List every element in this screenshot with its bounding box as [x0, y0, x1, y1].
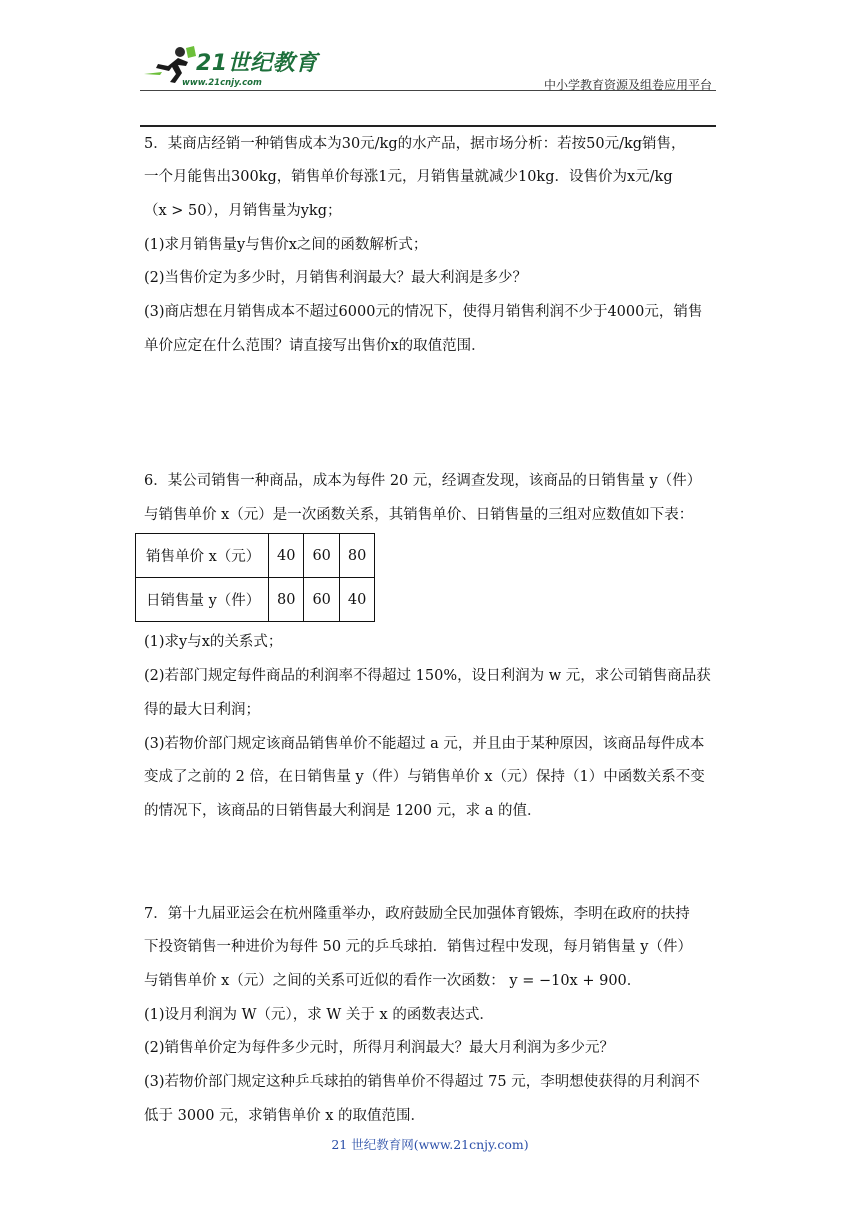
- content-divider: [140, 125, 716, 127]
- footer-link[interactable]: 21 世纪教育网(www.21cnjy.com): [331, 1137, 529, 1152]
- table-cell: 60: [304, 534, 339, 578]
- q5-part-1: (1)求月销售量y与售价x之间的函数解析式；: [144, 237, 428, 253]
- table-cell: 80: [339, 534, 374, 578]
- table-row-label: 日销售量 y（件）: [136, 578, 269, 622]
- q7-line-3: 与销售单价 x（元）之间的关系可近似的看作一次函数： y = −10x + 900．: [144, 973, 642, 989]
- q6-part-3-line-3: 的情况下，该商品的日销售最大利润是 1200 元，求 a 的值．: [144, 803, 542, 819]
- table-cell: 40: [339, 578, 374, 622]
- site-logo[interactable]: [140, 40, 320, 92]
- page-header: [140, 40, 716, 92]
- q5-line-2: 一个月能售出300kg，销售单价每涨1元，月销售量就减少10kg．设售价为x元/kg: [144, 169, 673, 185]
- q7-part-2: (2)销售单价定为每件多少元时，所得月利润最大？最大月利润为多少元？: [144, 1040, 615, 1056]
- q6-line-2: 与销售单价 x（元）是一次函数关系，其销售单价、日销售量的三组对应数值如下表：: [144, 507, 694, 523]
- table-row-label: 销售单价 x（元）: [136, 534, 269, 578]
- table-row: [136, 534, 375, 578]
- q7-part-3-line-2: 低于 3000 元，求销售单价 x 的取值范围．: [144, 1108, 426, 1124]
- q6-part-3-line-1: (3)若物价部门规定该商品销售单价不能超过 a 元，并且由于某种原因，该商品每件成本: [144, 736, 705, 752]
- price-sales-table: [135, 533, 375, 622]
- table-cell: 60: [304, 578, 339, 622]
- q6-part-2-line-2: 得的最大日利润；: [144, 702, 260, 718]
- table-cell: 40: [269, 534, 304, 578]
- q7-line-2: 下投资销售一种进价为每件 50 元的乒乓球拍．销售过程中发现，每月销售量 y（件）: [144, 939, 692, 955]
- q7-part-1: (1)设月利润为 W（元），求 W 关于 x 的函数表达式．: [144, 1007, 494, 1023]
- q6-part-3-line-2: 变成了之前的 2 倍，在日销售量 y（件）与销售单价 x（元）保持（1）中函数关系不变: [144, 769, 705, 785]
- q6-line-1: 6．某公司销售一种商品，成本为每件 20 元，经调查发现，该商品的日销售量 y（件）: [144, 473, 702, 489]
- q7-line-1: 7．第十九届亚运会在杭州隆重举办，政府鼓励全民加强体育锻炼，李明在政府的扶持: [144, 906, 690, 922]
- q7-part-3-line-1: (3)若物价部门规定这种乒乓球拍的销售单价不得超过 75 元，李明想使获得的月利润不: [144, 1074, 700, 1090]
- logo-text: 21世纪教育: [196, 51, 318, 76]
- logo-url: www.21cnjy.com: [182, 78, 262, 88]
- platform-title: 中小学教育资源及组卷应用平台: [543, 78, 712, 92]
- table-row: [136, 578, 375, 622]
- q6-part-1: (1)求y与x的关系式；: [144, 634, 283, 650]
- q5-part-3-line-1: (3)商店想在月销售成本不超过6000元的情况下，使得月销售利润不少于4000元，销售: [144, 304, 703, 320]
- q6-part-2-line-1: (2)若部门规定每件商品的利润率不得超过 150%，设日利润为 w 元，求公司销售商品获: [144, 668, 711, 684]
- q5-part-2: (2)当售价定为多少时，月销售利润最大？最大利润是多少？: [144, 270, 528, 286]
- table-cell: 80: [269, 578, 304, 622]
- q5-part-3-line-2: 单价应定在什么范围？请直接写出售价x的取值范围．: [144, 338, 486, 354]
- header-divider: [140, 90, 716, 91]
- q5-line-3: （x > 50），月销售量为ykg；: [144, 203, 342, 219]
- q5-line-1: 5．某商店经销一种销售成本为30元/kg的水产品，据市场分析：若按50元/kg销售，: [144, 136, 686, 152]
